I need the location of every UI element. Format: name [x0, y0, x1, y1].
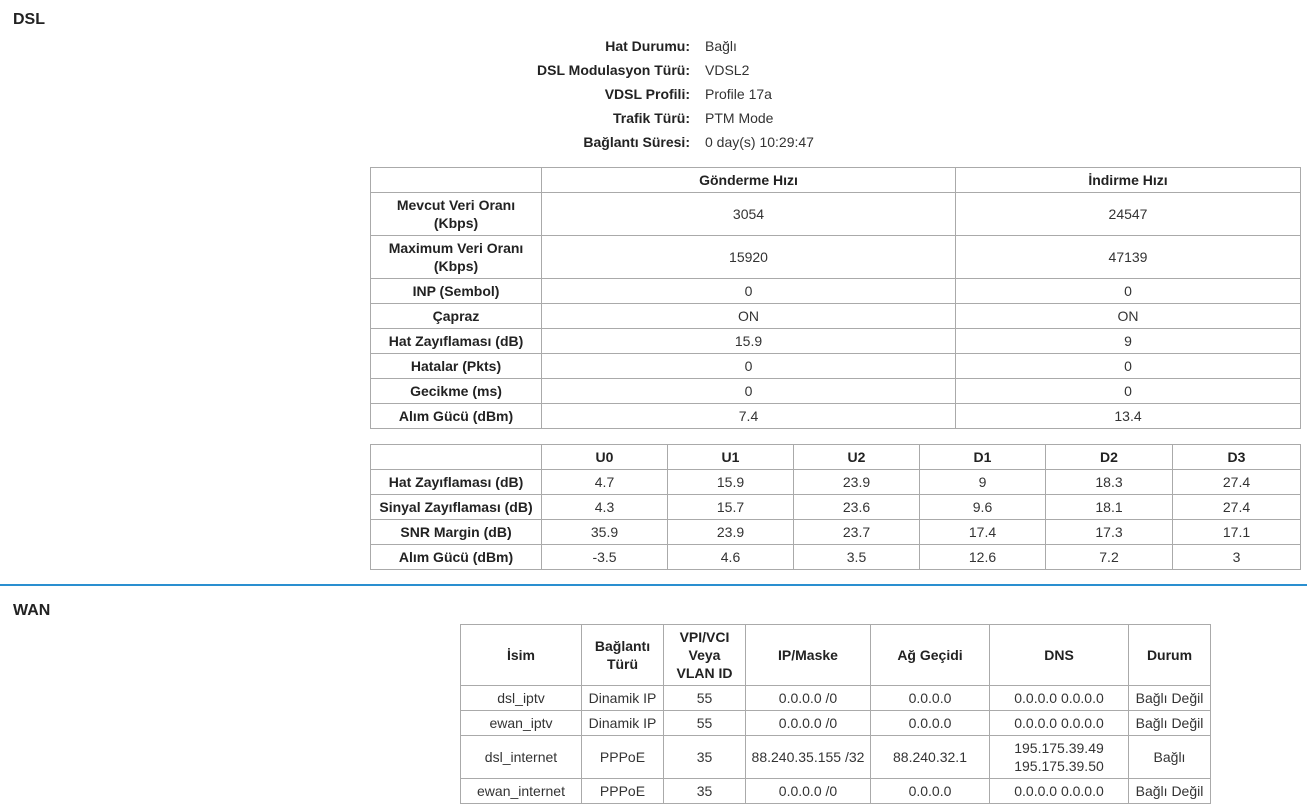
table-cell: 9	[920, 470, 1046, 495]
upload-value: 15920	[542, 236, 956, 279]
table-row	[371, 545, 1301, 570]
table-header-cell: U2	[794, 445, 920, 470]
table-cell: 4.6	[668, 545, 794, 570]
table-row	[461, 779, 1211, 804]
table-cell: 15.7	[668, 495, 794, 520]
section-divider	[0, 584, 1307, 586]
wan-vlan-id: 55	[664, 711, 746, 736]
table-row	[461, 736, 1211, 779]
row-label: SNR Margin (dB)	[371, 520, 542, 545]
table-cell: 23.7	[794, 520, 920, 545]
table-row	[371, 304, 1301, 329]
upload-value: 7.4	[542, 404, 956, 429]
download-value: ON	[956, 304, 1301, 329]
wan-ip-mask: 88.240.35.155 /32	[746, 736, 871, 779]
dsl-status-list	[470, 34, 814, 154]
table-header-cell: D1	[920, 445, 1046, 470]
table-header-cell	[371, 445, 542, 470]
upload-value: 3054	[542, 193, 956, 236]
upload-value: ON	[542, 304, 956, 329]
wan-dns: 195.175.39.49 195.175.39.50	[990, 736, 1129, 779]
status-value: VDSL2	[705, 62, 750, 78]
table-cell: 17.4	[920, 520, 1046, 545]
upload-value: 0	[542, 354, 956, 379]
status-label: Bağlantı Süresi:	[583, 134, 690, 150]
table-cell: 17.3	[1046, 520, 1173, 545]
table-cell: 27.4	[1173, 470, 1301, 495]
row-label: Çapraz	[371, 304, 542, 329]
table-row	[461, 686, 1211, 711]
table-cell: 4.3	[542, 495, 668, 520]
download-value: 24547	[956, 193, 1301, 236]
dsl-section-title: DSL	[13, 11, 45, 28]
wan-status: Bağlı Değil	[1129, 711, 1211, 736]
table-header-cell: İsim	[461, 625, 582, 686]
table-row	[371, 470, 1301, 495]
table-header-cell: Bağlantı Türü	[582, 625, 664, 686]
upload-value: 0	[542, 279, 956, 304]
table-cell: 23.9	[668, 520, 794, 545]
status-label: Hat Durumu:	[605, 38, 690, 54]
status-value: PTM Mode	[705, 110, 774, 126]
status-row	[470, 130, 814, 154]
status-value: Bağlı	[705, 38, 737, 54]
dsl-rate-table	[370, 167, 1301, 429]
status-row	[470, 58, 814, 82]
wan-connection-type: PPPoE	[582, 779, 664, 804]
status-value: 0 day(s) 10:29:47	[705, 134, 814, 150]
table-cell: 12.6	[920, 545, 1046, 570]
table-header-row	[371, 168, 1301, 193]
table-header-cell: Ağ Geçidi	[871, 625, 990, 686]
table-cell: 9.6	[920, 495, 1046, 520]
wan-ip-mask: 0.0.0.0 /0	[746, 779, 871, 804]
table-cell: 23.6	[794, 495, 920, 520]
row-label: Mevcut Veri Oranı (Kbps)	[371, 193, 542, 236]
table-header-row	[371, 445, 1301, 470]
table-header-cell: Gönderme Hızı	[542, 168, 956, 193]
download-value: 0	[956, 379, 1301, 404]
table-cell: 35.9	[542, 520, 668, 545]
status-row	[470, 34, 814, 58]
table-cell: 18.1	[1046, 495, 1173, 520]
wan-dns: 0.0.0.0 0.0.0.0	[990, 711, 1129, 736]
wan-ip-mask: 0.0.0.0 /0	[746, 711, 871, 736]
row-label: Gecikme (ms)	[371, 379, 542, 404]
table-header-row	[461, 625, 1211, 686]
table-header-cell: D3	[1173, 445, 1301, 470]
wan-status: Bağlı Değil	[1129, 686, 1211, 711]
download-value: 0	[956, 354, 1301, 379]
table-cell: 4.7	[542, 470, 668, 495]
table-row	[371, 520, 1301, 545]
row-label: Alım Gücü (dBm)	[371, 404, 542, 429]
row-label: Maximum Veri Oranı (Kbps)	[371, 236, 542, 279]
wan-name: dsl_iptv	[461, 686, 582, 711]
row-label: Alım Gücü (dBm)	[371, 545, 542, 570]
wan-connection-type: Dinamik IP	[582, 711, 664, 736]
table-row	[371, 354, 1301, 379]
wan-dns: 0.0.0.0 0.0.0.0	[990, 686, 1129, 711]
table-row	[371, 193, 1301, 236]
table-cell: 3	[1173, 545, 1301, 570]
table-row	[371, 329, 1301, 354]
table-row	[371, 279, 1301, 304]
table-row	[371, 379, 1301, 404]
table-cell: -3.5	[542, 545, 668, 570]
table-header-cell: DNS	[990, 625, 1129, 686]
table-cell: 17.1	[1173, 520, 1301, 545]
table-cell: 7.2	[1046, 545, 1173, 570]
table-row	[371, 495, 1301, 520]
table-header-cell	[371, 168, 542, 193]
wan-ip-mask: 0.0.0.0 /0	[746, 686, 871, 711]
status-label: DSL Modulasyon Türü:	[537, 62, 690, 78]
status-label: Trafik Türü:	[612, 110, 690, 126]
wan-status: Bağlı Değil	[1129, 779, 1211, 804]
wan-name: ewan_internet	[461, 779, 582, 804]
wan-vlan-id: 55	[664, 686, 746, 711]
table-header-cell: IP/Maske	[746, 625, 871, 686]
table-cell: 27.4	[1173, 495, 1301, 520]
table-header-cell: D2	[1046, 445, 1173, 470]
table-row	[371, 404, 1301, 429]
status-row	[470, 82, 814, 106]
table-header-cell: U0	[542, 445, 668, 470]
table-header-cell: İndirme Hızı	[956, 168, 1301, 193]
wan-connection-type: PPPoE	[582, 736, 664, 779]
wan-name: ewan_iptv	[461, 711, 582, 736]
table-header-cell: VPI/VCI Veya VLAN ID	[664, 625, 746, 686]
download-value: 13.4	[956, 404, 1301, 429]
table-row	[371, 236, 1301, 279]
upload-value: 0	[542, 379, 956, 404]
row-label: Hat Zayıflaması (dB)	[371, 470, 542, 495]
download-value: 47139	[956, 236, 1301, 279]
status-label: VDSL Profili:	[604, 86, 690, 102]
wan-vlan-id: 35	[664, 736, 746, 779]
download-value: 9	[956, 329, 1301, 354]
table-cell: 18.3	[1046, 470, 1173, 495]
table-header-cell: U1	[668, 445, 794, 470]
wan-dns: 0.0.0.0 0.0.0.0	[990, 779, 1129, 804]
wan-vlan-id: 35	[664, 779, 746, 804]
table-header-cell: Durum	[1129, 625, 1211, 686]
wan-status: Bağlı	[1129, 736, 1211, 779]
wan-gateway: 88.240.32.1	[871, 736, 990, 779]
status-row	[470, 106, 814, 130]
row-label: INP (Sembol)	[371, 279, 542, 304]
row-label: Hat Zayıflaması (dB)	[371, 329, 542, 354]
status-value: Profile 17a	[705, 86, 772, 102]
wan-gateway: 0.0.0.0	[871, 711, 990, 736]
row-label: Sinyal Zayıflaması (dB)	[371, 495, 542, 520]
row-label: Hatalar (Pkts)	[371, 354, 542, 379]
wan-name: dsl_internet	[461, 736, 582, 779]
dsl-band-table	[370, 444, 1301, 570]
table-cell: 23.9	[794, 470, 920, 495]
upload-value: 15.9	[542, 329, 956, 354]
wan-gateway: 0.0.0.0	[871, 686, 990, 711]
wan-gateway: 0.0.0.0	[871, 779, 990, 804]
wan-section-title: WAN	[13, 602, 51, 619]
table-cell: 3.5	[794, 545, 920, 570]
wan-table	[460, 624, 1211, 804]
table-row	[461, 711, 1211, 736]
table-cell: 15.9	[668, 470, 794, 495]
download-value: 0	[956, 279, 1301, 304]
wan-connection-type: Dinamik IP	[582, 686, 664, 711]
